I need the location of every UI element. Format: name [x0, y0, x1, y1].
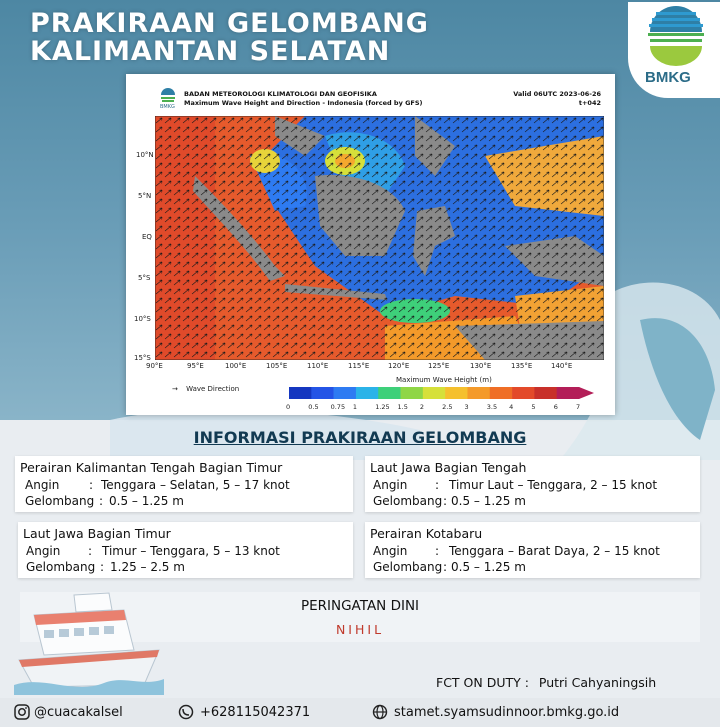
- lat-label: 5°N: [138, 192, 152, 200]
- lon-label: 100°E: [225, 362, 247, 370]
- colorbar-tick-label: 3.5: [486, 403, 498, 411]
- gelombang-value: 0.5 – 1.25 m: [109, 494, 184, 508]
- map-subtitle: Maximum Wave Height and Direction - Indonesia (forced by GFS): [184, 99, 423, 107]
- lon-label: 120°E: [388, 362, 410, 370]
- map-forecast-step: t+042: [578, 99, 601, 107]
- wave-map-card: [126, 74, 615, 415]
- angin-value: Timur – Tenggara, 5 – 13 knot: [102, 544, 280, 558]
- wave-direction-arrows: [155, 116, 604, 360]
- colorbar-tick-label: 2.5: [442, 403, 453, 411]
- gelombang-row: [26, 560, 346, 576]
- colorbar: [289, 387, 594, 399]
- colorbar-tick-label: 1: [352, 403, 358, 411]
- gelombang-row: [373, 560, 693, 576]
- whatsapp-number[interactable]: +628115042371: [200, 705, 311, 720]
- title-line-2: KALIMANTAN SELATAN: [30, 36, 391, 67]
- colorbar-tick-label: 0.5: [308, 403, 319, 411]
- colorbar-segment: [378, 387, 401, 399]
- lon-label: 110°E: [307, 362, 329, 370]
- colorbar-segment: [512, 387, 535, 399]
- lon-label: 125°E: [428, 362, 450, 370]
- colorbar-extend-arrow: [579, 387, 594, 399]
- info-section-title: INFORMASI PRAKIRAAN GELOMBANG: [193, 428, 527, 447]
- angin-label: Angin: [25, 478, 60, 492]
- angin-value: Tenggara – Barat Daya, 2 – 15 knot: [449, 544, 660, 558]
- info-box-title: Laut Jawa Bagian Tengah: [370, 460, 527, 475]
- lon-label: 95°E: [187, 362, 204, 370]
- angin-label: Angin: [373, 478, 408, 492]
- lon-label: 130°E: [470, 362, 492, 370]
- angin-label: Angin: [26, 544, 61, 558]
- gelombang-value: 0.5 – 1.25 m: [451, 494, 526, 508]
- separator: :: [435, 478, 440, 492]
- instagram-icon: [14, 704, 30, 720]
- colorbar-tick-label: 3: [464, 403, 469, 411]
- gelombang-row: [25, 494, 345, 510]
- gelombang-value: 0.5 – 1.25 m: [451, 560, 526, 574]
- wave-height-map: [155, 116, 604, 360]
- info-box-kotabaru: [365, 522, 700, 578]
- colorbar-segment: [490, 387, 513, 399]
- angin-row: [373, 544, 693, 560]
- colorbar-tick-label: 5: [531, 403, 536, 411]
- angin-row: [373, 478, 693, 494]
- gelombang-row: [373, 494, 693, 510]
- logo-text: BMKG: [645, 69, 691, 86]
- info-box-title: Laut Jawa Bagian Timur: [23, 526, 171, 541]
- lon-label: 105°E: [266, 362, 288, 370]
- bmkg-emblem-icon: [628, 2, 720, 72]
- colorbar-tick-label: 2: [419, 403, 424, 411]
- colorbar-segment: [467, 387, 490, 399]
- fct-on-duty: [436, 675, 656, 690]
- colorbar-tick-label: 0.75: [330, 403, 346, 411]
- colorbar-segment: [534, 387, 557, 399]
- lat-label: 10°S: [134, 315, 151, 323]
- wave-direction-label: Wave Direction: [186, 385, 240, 393]
- map-agency: BADAN METEOROLOGI KLIMATOLOGI DAN GEOFISIKA: [184, 90, 377, 98]
- gelombang-value: 1.25 – 2.5 m: [110, 560, 185, 574]
- colorbar-segment: [445, 387, 468, 399]
- lat-label: 10°N: [136, 151, 154, 159]
- separator: :: [435, 544, 440, 558]
- info-box-title: Perairan Kalimantan Tengah Bagian Timur: [20, 460, 283, 475]
- colorbar-tick-label: 0: [286, 403, 291, 411]
- whatsapp-icon: [178, 704, 194, 720]
- title-line-1: PRAKIRAAN GELOMBANG: [30, 8, 429, 39]
- colorbar-segment: [401, 387, 424, 399]
- angin-row: [25, 478, 345, 494]
- instagram-handle[interactable]: @cuacakalsel: [34, 705, 123, 720]
- lat-label: EQ: [142, 233, 152, 241]
- gelombang-label: Gelombang: [373, 560, 443, 574]
- separator: :: [443, 494, 448, 508]
- map-valid-time: Valid 06UTC 2023-06-26: [513, 90, 601, 98]
- colorbar-segment: [423, 387, 446, 399]
- colorbar-segment: [334, 387, 357, 399]
- angin-row: [26, 544, 346, 560]
- gelombang-label: Gelombang: [373, 494, 443, 508]
- warning-title: PERINGATAN DINI: [300, 598, 420, 614]
- angin-value: Tenggara – Selatan, 5 – 17 knot: [101, 478, 290, 492]
- colorbar-tick-label: 1.5: [397, 403, 408, 411]
- gelombang-label: Gelombang: [25, 494, 95, 508]
- separator: :: [443, 560, 448, 574]
- separator: :: [99, 494, 104, 508]
- colorbar-tick-label: 1.25: [375, 403, 390, 411]
- colorbar-segment: [356, 387, 379, 399]
- arrow-icon: →: [172, 385, 178, 393]
- lat-label: 15°S: [134, 354, 151, 362]
- bmkg-logo: [628, 2, 720, 98]
- info-box-jawa-timur: [18, 522, 353, 578]
- info-box-kalteng-timur: [15, 456, 353, 512]
- lon-label: 135°E: [511, 362, 533, 370]
- lat-label: 5°S: [138, 274, 151, 282]
- map-bmkg-icon: [160, 87, 176, 109]
- separator: :: [100, 560, 105, 574]
- lon-label: 115°E: [348, 362, 370, 370]
- separator: :: [89, 478, 94, 492]
- colorbar-segment: [311, 387, 334, 399]
- svg-text:BMKG: BMKG: [160, 104, 175, 109]
- page-title: [30, 10, 429, 66]
- globe-icon: [372, 704, 388, 720]
- angin-label: Angin: [373, 544, 408, 558]
- angin-value: Timur Laut – Tenggara, 2 – 15 knot: [449, 478, 658, 492]
- lon-label: 90°E: [146, 362, 163, 370]
- website-link[interactable]: stamet.syamsudinnoor.bmkg.go.id: [394, 705, 620, 720]
- colorbar-tick-label: 4: [509, 403, 514, 411]
- wave-direction-legend: [172, 385, 239, 393]
- fct-label: FCT ON DUTY :: [436, 675, 529, 690]
- separator: :: [88, 544, 93, 558]
- colorbar-segment: [289, 387, 312, 399]
- info-box-title: Perairan Kotabaru: [370, 526, 483, 541]
- colorbar-title: Maximum Wave Height (m): [396, 376, 492, 384]
- colorbar-tick-label: 6: [553, 403, 558, 411]
- gelombang-label: Gelombang: [26, 560, 96, 574]
- colorbar-tick-label: 7: [576, 403, 581, 411]
- warning-value: NIHIL: [335, 622, 385, 637]
- fct-name: Putri Cahyaningsih: [538, 675, 657, 690]
- colorbar-segment: [557, 387, 580, 399]
- info-box-jawa-tengah: [365, 456, 700, 512]
- lon-label: 140°E: [551, 362, 573, 370]
